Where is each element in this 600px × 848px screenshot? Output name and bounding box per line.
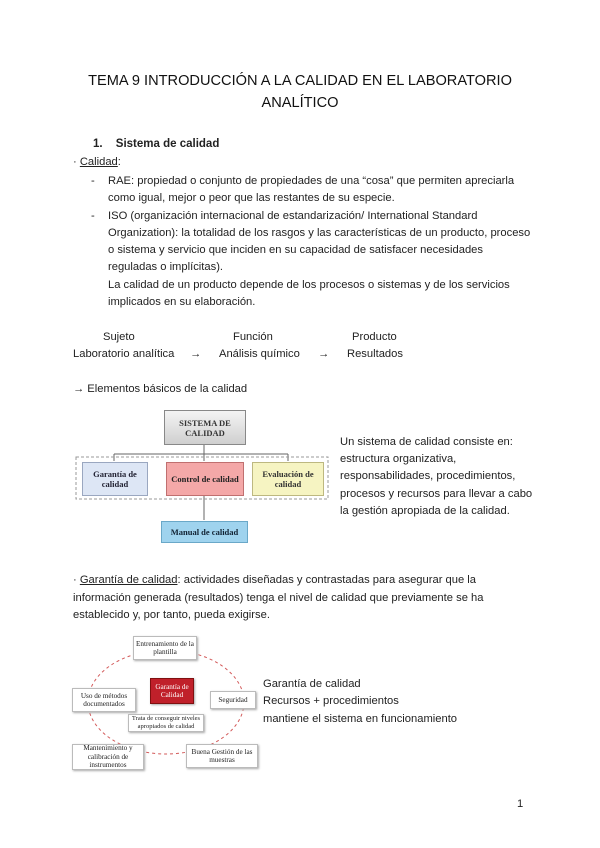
arrow-icon: →: [190, 348, 202, 360]
dash-bullet: -: [91, 210, 95, 222]
bullet-dot: ·: [73, 156, 77, 168]
diagram1-caption-2: estructura organizativa,: [340, 453, 457, 465]
muestras-box: Buena Gestión de las muestras: [186, 744, 258, 768]
diagram2-caption-3: mantiene el sistema en funcionamiento: [263, 713, 458, 725]
seguridad-box: Seguridad: [210, 691, 256, 709]
diagram1-caption-3: responsabilidades, procedimientos,: [340, 470, 516, 482]
entrenamiento-box: Entrenamiento de la plantilla: [133, 636, 197, 660]
calidad-label-line: [73, 154, 121, 171]
header-producto: Producto: [352, 331, 397, 343]
diagram1-caption-1: Un sistema de calidad consiste en:: [340, 436, 513, 448]
metodos-box: Uso de métodos documentados: [72, 688, 136, 712]
garantia-center-box: Garantía de Calidad: [150, 678, 194, 704]
rae-line-1: RAE: propiedad o conjunto de propiedades de una “cosa” que permiten apreciarla: [108, 175, 515, 187]
garantia-line-1: [73, 572, 476, 589]
page-title-line-2: ANALÍTICO: [261, 95, 339, 111]
diagram1-caption-4: procesos y recursos para llevar a cabo: [340, 488, 533, 500]
iso-line-2: Organization): la totalidad de los rasgos y las características de un producto, proceso: [108, 227, 531, 239]
control-box: Control de calidad: [166, 462, 244, 496]
manual-box: Manual de calidad: [161, 521, 248, 543]
garantia-box: Garantía de calidad: [82, 462, 148, 496]
garantia-line-2: información generada (resultados) tenga el nivel de calidad que previamente se ha: [73, 592, 484, 604]
header-sujeto: Sujeto: [103, 331, 135, 343]
bullet-dot: ·: [73, 574, 77, 586]
sistema-calidad-box: SISTEMA DE CALIDAD: [164, 410, 246, 445]
iso-line-3: o sistema y servicio que inciden en su capacidad de satisfacer necesidades: [108, 244, 483, 256]
value-producto: Resultados: [347, 348, 403, 360]
elementos-heading: → Elementos básicos de la calidad: [73, 383, 248, 395]
calidad-label: Calidad: [79, 156, 118, 168]
garantia-text-1: : actividades diseñadas y contrastadas para asegurar que la: [177, 574, 477, 586]
quality-system-diagram: [74, 407, 330, 547]
dash-bullet: -: [91, 175, 95, 187]
arrow-icon: →: [318, 348, 330, 360]
diagram2-caption-1: Garantía de calidad: [263, 678, 361, 690]
evaluacion-box: Evaluación de calidad: [252, 462, 324, 496]
section-heading-text: Sistema de calidad: [115, 138, 220, 150]
quality-assurance-diagram: [70, 632, 260, 772]
mantenimiento-box: Mantenimiento y calibración de instrumentos: [72, 744, 144, 770]
page-title-line-1: TEMA 9 INTRODUCCIÓN A LA CALIDAD EN EL LABORATORIO: [88, 73, 512, 89]
rae-line-2: como igual, mejor o peor que las restantes de su especie.: [108, 192, 395, 204]
value-sujeto: Laboratorio analítica: [73, 348, 175, 360]
section-number: 1.: [93, 138, 103, 150]
section-heading: [93, 138, 219, 150]
iso-line-5: La calidad de un producto depende de los procesos o sistemas y de los servicios: [108, 279, 510, 291]
value-funcion: Análisis químico: [219, 348, 300, 360]
page-number: 1: [517, 798, 524, 810]
page-title: [60, 70, 540, 114]
garantia-line-3: establecido y, por tanto, pueda exigirse.: [73, 609, 270, 621]
calidad-colon: :: [117, 156, 121, 168]
diagram1-caption-5: la gestión apropiada de la calidad.: [340, 505, 510, 517]
diagram2-caption-2: Recursos + procedimientos: [263, 695, 399, 707]
niveles-box: Trata de conseguir niveles apropiados de calidad: [128, 714, 204, 732]
iso-line-6: implicados en su elaboración.: [108, 296, 256, 308]
garantia-label: Garantía de calidad: [79, 574, 178, 586]
header-funcion: Función: [233, 331, 273, 343]
iso-line-1: ISO (organización internacional de estandarización/ International Standard: [108, 210, 478, 222]
iso-line-4: reguladas o implícitas).: [108, 261, 224, 273]
